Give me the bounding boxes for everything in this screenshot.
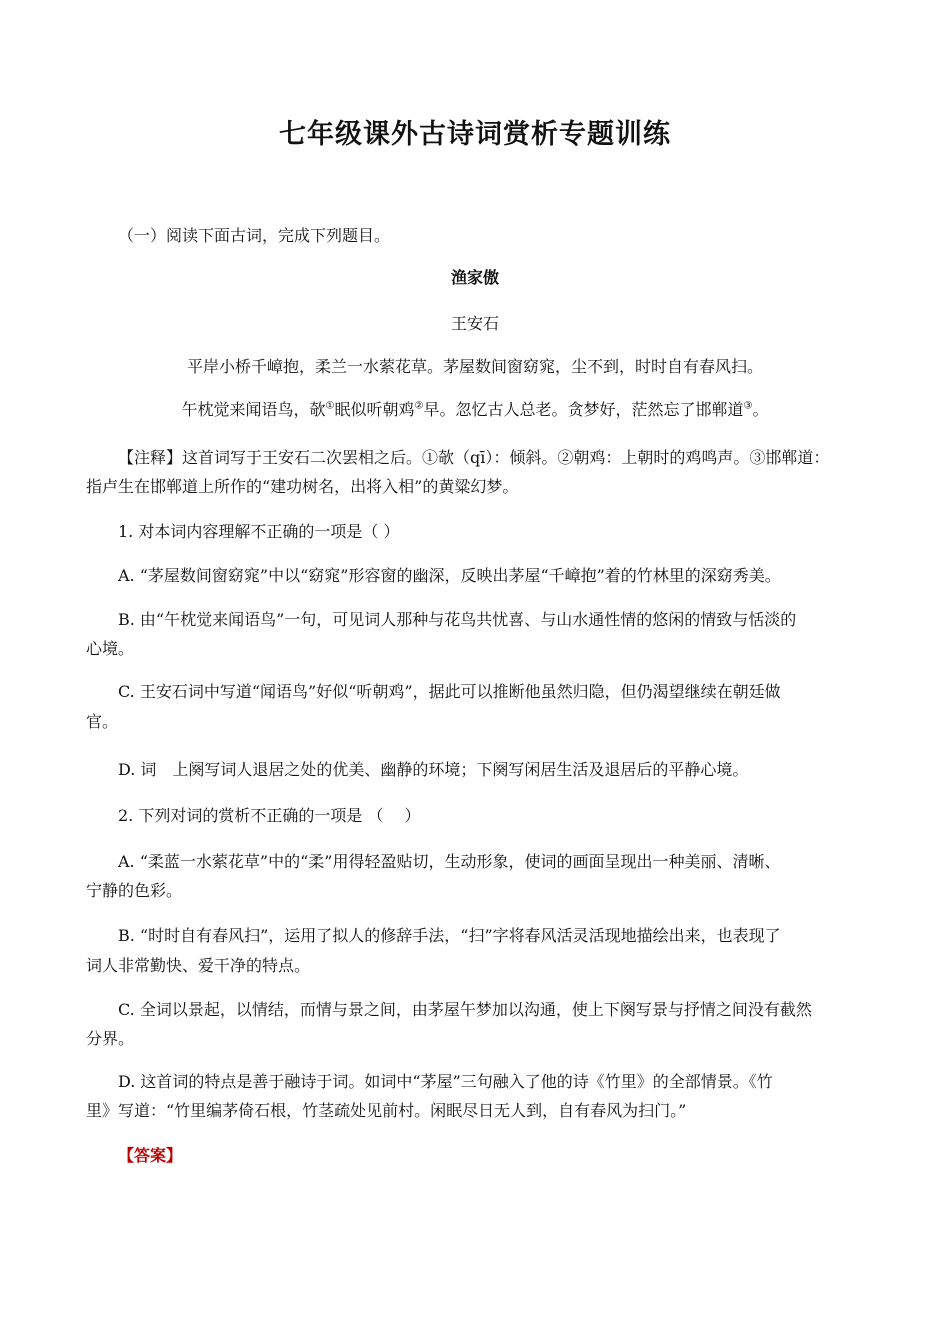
footnote-mark-3: ③ xyxy=(743,400,753,412)
question-2-option-b-line-1: B. “时时自有春风扫”，运用了拟人的修辞手法，“扫”字将春风活灵活现地描绘出来，也表现了 xyxy=(118,926,781,945)
poem-line-2 xyxy=(0,398,950,422)
poem-line-2-part-a: 午枕觉来闻语鸟，欹 xyxy=(181,400,326,419)
question-1-option-b-line-1: B. 由“午枕觉来闻语鸟”一句，可见词人那种与花鸟共忧喜、与山水通性情的悠闲的情致与恬淡的 xyxy=(118,610,797,629)
poem-line-2-part-b: 眠似听朝鸡 xyxy=(334,400,415,419)
footnote-mark-1: ① xyxy=(325,400,335,412)
answer-label: 【答案】 xyxy=(118,1146,183,1165)
note-line-2: 指卢生在邯郸道上所作的“建功树名，出将入相”的黄粱幻梦。 xyxy=(86,477,519,496)
question-2-option-d-line-1: D. 这首词的特点是善于融诗于词。如词中“茅屋”三句融入了他的诗《竹里》的全部情景。《竹 xyxy=(118,1072,773,1091)
question-1-option-c-line-1: C. 王安石词中写道“闻语鸟”好似“听朝鸡”，据此可以推断他虽然归隐，但仍渴望继续在朝廷做 xyxy=(118,682,781,701)
poem-title: 渔家傲 xyxy=(450,268,499,287)
note-line-1: 【注释】这首词写于王安石二次罢相之后。①欹（qī）：倾斜。②朝鸡：上朝时的鸡鸣声。③邯郸道： xyxy=(118,448,830,467)
question-2-stem: 2. 下列对词的赏析不正确的一项是 （ ） xyxy=(118,806,421,825)
section-intro: （一）阅读下面古词，完成下列题目。 xyxy=(118,226,391,245)
page-title: 七年级课外古诗词赏析专题训练 xyxy=(279,119,671,150)
poem-author: 王安石 xyxy=(450,314,499,333)
question-1-option-c-line-2: 官。 xyxy=(86,712,119,731)
question-2-option-a-line-2: 宁静的色彩。 xyxy=(86,881,183,900)
question-2-option-d-line-2: 里》写道：“竹里编茅倚石根，竹茎疏处见前村。闲眠尽日无人到，自有春风为扫门。” xyxy=(86,1101,687,1120)
question-2-option-b-line-2: 词人非常勤快、爱干净的特点。 xyxy=(86,956,311,975)
question-2-option-a-line-1: A. “柔蓝一水萦花草”中的“柔”用得轻盈贴切，生动形象，使词的画面呈现出一种美丽、清晰、 xyxy=(118,852,781,871)
poem-line-1: 平岸小桥千嶂抱，柔兰一水萦花草。茅屋数间窗窈窕，尘不到，时时自有春风扫。 xyxy=(186,357,763,376)
footnote-mark-2: ② xyxy=(414,400,424,412)
question-2-option-c-line-2: 分界。 xyxy=(86,1029,135,1048)
question-2-option-c-line-1: C. 全词以景起，以情结，而情与景之间，由茅屋午梦加以沟通，使上下阕写景与抒情之间没有截然 xyxy=(118,1000,812,1019)
question-1-option-b-line-2: 心境。 xyxy=(86,639,135,658)
question-1-stem: 1. 对本词内容理解不正确的一项是（ ） xyxy=(118,522,400,541)
question-1-option-d: D. 词 上阕写词人退居之处的优美、幽静的环境；下阕写闲居生活及退居后的平静心境。 xyxy=(118,760,749,779)
poem-line-2-part-c: 早。忽忆古人总老。贪梦好，茫然忘了邯郸道 xyxy=(423,400,744,419)
question-1-option-a: A. “茅屋数间窗窈窕”中以“窈窕”形容窗的幽深，反映出茅屋“千嶂抱”着的竹林里的深窈秀美。 xyxy=(118,566,781,585)
poem-line-2-part-d: 。 xyxy=(752,400,769,419)
